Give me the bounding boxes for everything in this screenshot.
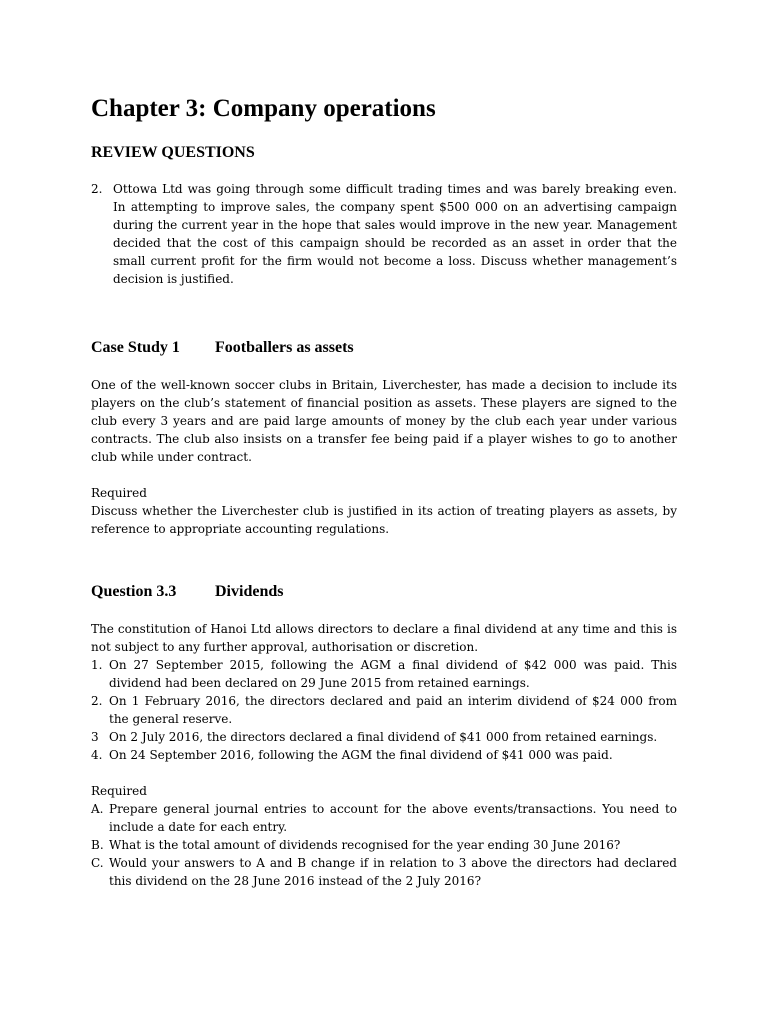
list-item-text: On 1 February 2016, the directors declared and paid an interim dividend of $24 000 from the general reserve. (109, 694, 677, 726)
list-item-marker: 4. (91, 748, 103, 762)
list-item-marker: 3 (91, 730, 99, 744)
list-item-marker: 1. (91, 658, 103, 672)
case-study-required-label: Required (91, 486, 147, 500)
review-question-item (91, 180, 677, 288)
list-item-text: Prepare general journal entries to account for the above events/transactions. You need to include a date for each entry. (109, 802, 677, 834)
list-item (91, 746, 677, 764)
chapter-title: Chapter 3: Company operations (91, 95, 436, 122)
list-item-marker: B. (91, 838, 104, 852)
list-item-marker: 2. (91, 694, 103, 708)
list-item-text: Would your answers to A and B change if in relation to 3 above the directors had declared this dividend on the 28 June 2016 instead of the 2 July 2016? (109, 856, 677, 888)
review-question-text: Ottowa Ltd was going through some difficult trading times and was barely breaking even. In attempting to improve sales, the company spent $500 000 on an advertising campaign during the current year in the hope that sales would improve in the new year. Management decided that the cost of this campaign should be recorded as an asset in order that the small current profit for the firm would not become a loss. Discuss whether management’s decision is justified. (113, 182, 677, 286)
question-title: Dividends (215, 583, 284, 600)
case-study-paragraph: One of the well-known soccer clubs in Britain, Liverchester, has made a decision to include its players on the club’s statement of financial position as assets. These players are signed to the club every 3 years and are paid large amounts of money by the club each year under various contracts. The club also insists on a transfer fee being paid if a player wishes to go to another club while under contract. (91, 378, 677, 464)
question-required-label: Required (91, 784, 147, 798)
list-item (91, 800, 677, 836)
question-tasks-list (91, 800, 677, 890)
case-study-code: Case Study 1 (91, 339, 180, 356)
list-item-text: On 27 September 2015, following the AGM a final dividend of $42 000 was paid. This dividend had been declared on 29 June 2015 from retained earnings. (109, 658, 677, 690)
question-heading (91, 582, 677, 602)
case-study-title: Footballers as assets (215, 339, 354, 356)
list-item (91, 656, 677, 692)
list-item-text: What is the total amount of dividends recognised for the year ending 30 June 2016? (109, 838, 621, 852)
review-questions-heading: REVIEW QUESTIONS (91, 144, 255, 161)
question-code: Question 3.3 (91, 583, 177, 600)
document-page (91, 94, 677, 890)
list-item (91, 728, 677, 746)
list-item (91, 692, 677, 728)
case-study-required-text: Discuss whether the Liverchester club is justified in its action of treating players as assets, by reference to appropriate accounting regulations. (91, 504, 677, 536)
list-item-text: On 2 July 2016, the directors declared a final dividend of $41 000 from retained earnings. (109, 730, 658, 744)
list-item-text: On 24 September 2016, following the AGM the final dividend of $41 000 was paid. (109, 748, 613, 762)
list-item-marker: C. (91, 856, 104, 870)
question-intro: The constitution of Hanoi Ltd allows directors to declare a final dividend at any time and this is not subject to any further approval, authorisation or discretion. (91, 622, 677, 654)
list-item (91, 836, 677, 854)
dividend-events-list (91, 656, 677, 764)
review-question-number: 2. (91, 182, 103, 196)
case-study-heading (91, 338, 677, 358)
list-item-marker: A. (91, 802, 104, 816)
list-item (91, 854, 677, 890)
